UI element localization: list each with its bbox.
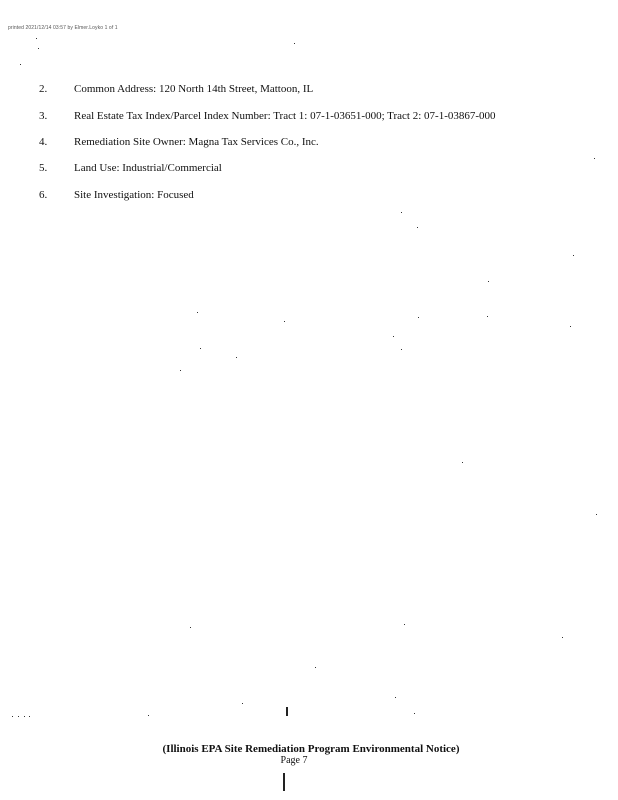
scan-speck bbox=[18, 716, 19, 717]
scan-speck bbox=[395, 697, 396, 698]
scan-speck bbox=[315, 667, 316, 668]
scan-speck bbox=[596, 514, 597, 515]
scan-speck bbox=[200, 348, 201, 349]
scan-mark bbox=[286, 707, 288, 716]
scan-speck bbox=[20, 64, 21, 65]
scan-speck bbox=[401, 212, 402, 213]
scan-speck bbox=[414, 713, 415, 714]
scan-speck bbox=[180, 370, 181, 371]
item-text: Real Estate Tax Index/Parcel Index Number: Tract 1: 07-1-03651-000; Tract 2: 07-1-03867-000 bbox=[74, 110, 496, 122]
scan-speck bbox=[242, 703, 243, 704]
scan-speck bbox=[197, 312, 198, 313]
scan-speck bbox=[462, 462, 463, 463]
scan-speck bbox=[148, 715, 149, 716]
scan-speck bbox=[488, 281, 489, 282]
item-number: 6. bbox=[39, 189, 48, 201]
scan-speck bbox=[284, 321, 285, 322]
item-number: 2. bbox=[39, 83, 48, 95]
scan-speck bbox=[36, 38, 37, 39]
item-text: Site Investigation: Focused bbox=[74, 189, 194, 201]
item-text: Common Address: 120 North 14th Street, Mattoon, IL bbox=[74, 83, 314, 95]
item-number: 4. bbox=[39, 136, 48, 148]
scan-speck bbox=[418, 317, 419, 318]
scan-speck bbox=[401, 349, 402, 350]
scan-speck bbox=[236, 357, 237, 358]
scan-mark bbox=[283, 773, 285, 791]
scan-speck bbox=[29, 716, 30, 717]
scan-speck bbox=[487, 316, 488, 317]
footer-title: (Illinois EPA Site Remediation Program Environmental Notice) bbox=[162, 743, 460, 755]
scan-speck bbox=[573, 255, 574, 256]
scan-speck bbox=[570, 326, 571, 327]
scan-speck bbox=[417, 227, 418, 228]
item-number: 5. bbox=[39, 162, 48, 174]
scan-speck bbox=[38, 48, 39, 49]
scan-speck bbox=[294, 43, 295, 44]
item-number: 3. bbox=[39, 110, 48, 122]
page-number: Page 7 bbox=[280, 755, 308, 766]
scan-speck bbox=[562, 637, 563, 638]
scan-speck bbox=[190, 627, 191, 628]
scan-speck bbox=[393, 336, 394, 337]
scan-speck bbox=[24, 716, 25, 717]
document-footer bbox=[0, 743, 618, 767]
scan-speck bbox=[594, 158, 595, 159]
print-stamp: printed 2021/12/14 03:57 by Elmer.Loyko 1 of 1 bbox=[8, 25, 118, 31]
scan-speck bbox=[404, 624, 405, 625]
item-text: Land Use: Industrial/Commercial bbox=[74, 162, 222, 174]
item-text: Remediation Site Owner: Magna Tax Services Co., Inc. bbox=[74, 136, 319, 148]
scan-speck bbox=[12, 716, 13, 717]
